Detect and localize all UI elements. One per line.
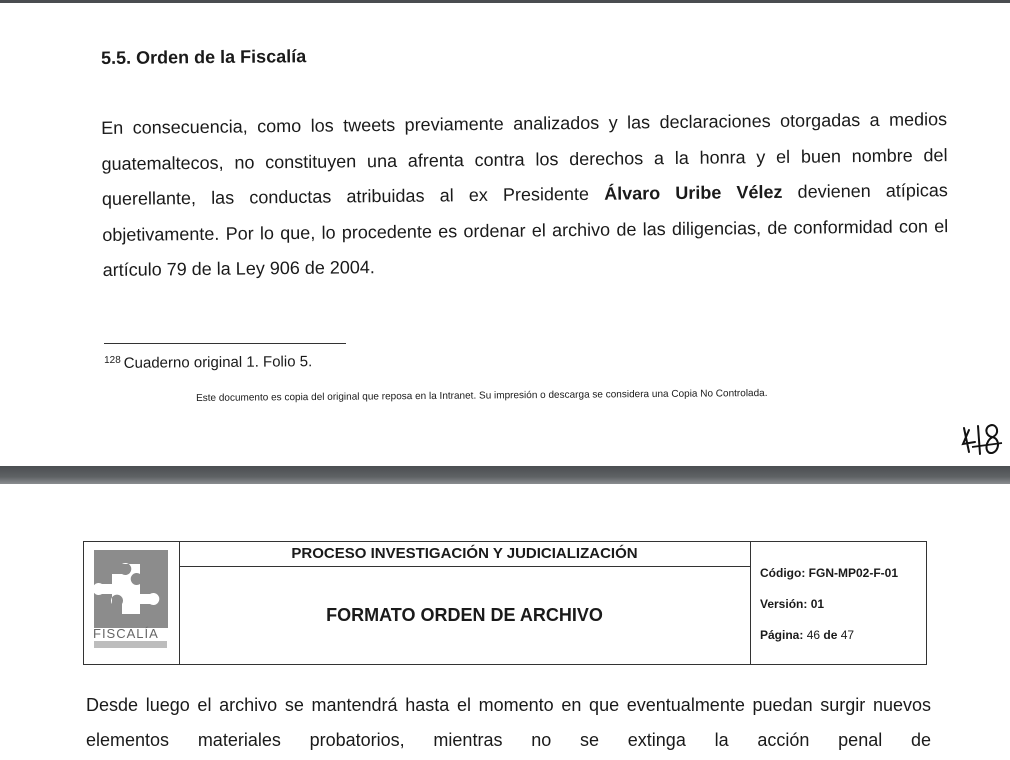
body-paragraph xyxy=(101,102,949,288)
section-title: 5.5. Orden de la Fiscalía xyxy=(101,46,307,68)
page-sep: de xyxy=(823,628,838,642)
code-label: Código: xyxy=(760,566,806,580)
paragraph-text-before: En consecuencia, como los tweets previamente analizados y las declaraciones otorgadas a medios guatemaltecos, no constituyen una afrenta contra los derechos a la honra y el buen nombre del querellante, las conductas atribuidas al ex Presidente xyxy=(101,109,948,209)
footnote-number: 128 xyxy=(104,354,121,366)
logo-cell xyxy=(84,542,180,664)
fiscalia-logo xyxy=(94,550,168,628)
code-line xyxy=(760,566,898,580)
page-separator xyxy=(0,466,1010,484)
page-current: 46 xyxy=(806,628,821,642)
paragraph-text-after: devienen atípicas objetivamente. Por lo que, lo procedente es ordenar el archivo de las diligencias, de conformidad con el artículo 79 de la Ley 906 de 2004. xyxy=(102,180,949,280)
page-line xyxy=(760,628,854,642)
process-title: PROCESO INVESTIGACIÓN Y JUDICIALIZACIÓN xyxy=(179,542,750,567)
page2-paragraph: Desde luego el archivo se mantendrá hasta el momento en que eventualmente puedan surgir nuevos elementos materiales probatorios, mientras no se extinga la acción penal de xyxy=(86,695,931,750)
footnote xyxy=(104,353,312,372)
code-value: FGN-MP02-F-01 xyxy=(808,566,899,580)
version-value: 01 xyxy=(810,597,825,611)
copy-disclaimer: Este documento es copia del original que reposa en la Intranet. Su impresión o descarga se considera una Copia No Controlada. xyxy=(196,388,768,404)
bold-name: Álvaro Uribe Vélez xyxy=(604,181,783,204)
version-label: Versión: xyxy=(760,597,808,611)
logo-subtitle-bar xyxy=(94,641,167,648)
logo-text: FISCALÍA xyxy=(93,626,159,641)
footnote-rule xyxy=(104,343,346,344)
version-line xyxy=(760,597,824,611)
page-label: Página: xyxy=(760,628,804,642)
document-header-table xyxy=(83,541,927,665)
form-title: FORMATO ORDEN DE ARCHIVO xyxy=(326,605,603,625)
handwritten-folio-mark xyxy=(960,420,1004,465)
document-metadata xyxy=(750,542,927,664)
page-total: 47 xyxy=(840,628,855,642)
footnote-text: Cuaderno original 1. Folio 5. xyxy=(123,353,313,372)
